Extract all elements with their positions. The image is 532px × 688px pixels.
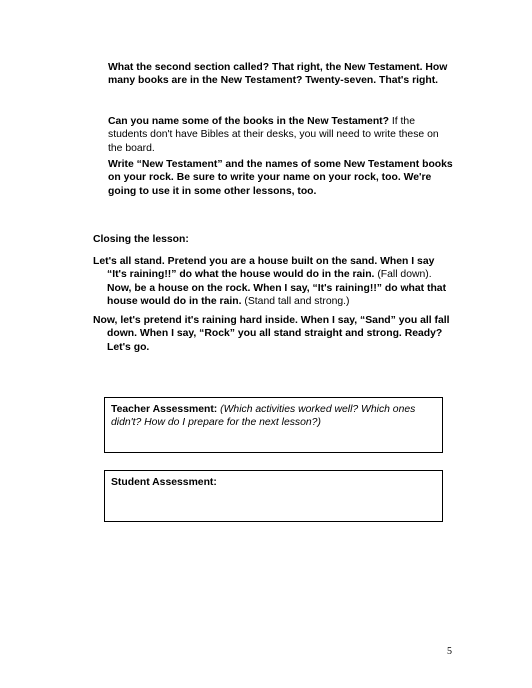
- student-assessment-label: Student Assessment:: [111, 477, 217, 488]
- name-books-question: Can you name some of the books in the New Testament?: [108, 116, 389, 127]
- closing-lesson-heading: Closing the lesson:: [93, 234, 189, 245]
- paragraph-sand-rock-game: [93, 314, 453, 354]
- paragraph-name-books: [108, 115, 453, 155]
- paragraph-house-activity: [93, 255, 453, 309]
- stand-tall-note: (Stand tall and strong.): [241, 296, 350, 308]
- paragraph-new-testament-question: [108, 61, 453, 88]
- new-testament-question-text: What the second section called? That right, the New Testament. How many books are in the New Testament? Twenty-seven. That's right.: [108, 62, 448, 87]
- house-on-sand-text: Let's all stand. Pretend you are a house built on the sand. When I say “It's raining!!” do what the house would do in the rain.: [93, 256, 435, 281]
- fall-down-note: (Fall down).: [374, 269, 432, 281]
- teacher-assessment-box: [104, 397, 443, 453]
- house-on-rock-text: Now, be a house on the rock. When I say, “It's raining!!” do what that house would do in the rain.: [107, 282, 447, 308]
- name-books-instruction: If the students don't have Bibles at their desks, you will need to write these on the board.: [108, 116, 439, 154]
- teacher-assessment-prompt: (Which activities worked well? Which ones didn't? How do I prepare for the next lesson?): [111, 404, 416, 429]
- write-on-rock-text: Write “New Testament” and the names of some New Testament books on your rock. Be sure to write your name on your rock, too. We're going to use it in some other lessons, too.: [108, 159, 453, 197]
- page-number: 5: [447, 646, 452, 657]
- teacher-assessment-label: Teacher Assessment:: [111, 404, 218, 415]
- paragraph-write-on-rock: [108, 158, 453, 198]
- student-assessment-box: [104, 470, 443, 522]
- sand-rock-game-text: Now, let's pretend it's raining hard inside. When I say, “Sand” you all fall down. When I say, “Rock” you all stand straight and strong. Ready? Let's go.: [93, 315, 450, 353]
